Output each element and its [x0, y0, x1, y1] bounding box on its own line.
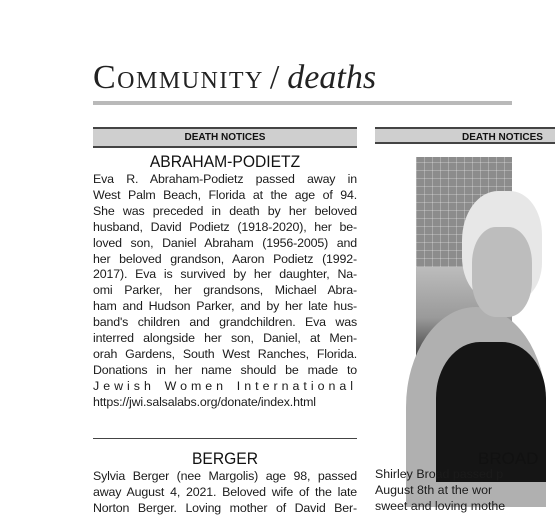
- section-title: [93, 58, 376, 98]
- portrait-photo: [416, 157, 512, 449]
- title-separator: /: [269, 59, 280, 96]
- notice-line: band's children and grandchildren. Eva was: [93, 315, 357, 330]
- notice-abraham-podietz: [93, 152, 357, 411]
- notice-line: Shirley Broad passed p: [375, 467, 504, 481]
- notice-line: her beloved grandson, Aaron Podietz (1992-: [93, 251, 357, 266]
- notice-line: 2017). Eva is survived by her daughter, Na-: [93, 267, 357, 282]
- notice-name: BERGER: [191, 449, 259, 468]
- notice-name-broad: BROAD: [478, 449, 539, 468]
- death-notices-bar-left: DEATH NOTICES: [93, 127, 357, 148]
- notice-line: husband, David Podietz (1918-2020), her be-: [93, 219, 357, 234]
- notice-line: West Palm Beach, Florida at the age of 94.: [93, 187, 357, 202]
- notice-url: https://jwi.salsalabs.org/donate/index.html: [93, 394, 316, 409]
- notice-line: orah Gardens, South West Ranches, Florida.: [93, 346, 357, 361]
- notice-body-broad: [375, 467, 512, 515]
- notice-line: Sylvia Berger (nee Margolis) age 98, passed: [93, 469, 357, 483]
- notice-line: Norton Berger. Loving mother of David Ber-: [93, 500, 357, 515]
- section-name: Community: [93, 59, 264, 96]
- notice-line: Eva R. Abraham-Podietz passed away in: [93, 172, 357, 186]
- subsection-name: deaths: [287, 59, 377, 96]
- notice-body: [93, 172, 357, 411]
- notice-line: She was preceded in death by her beloved: [93, 203, 357, 218]
- notice-line: loved son, Daniel Abraham (1956-2005) and: [93, 235, 357, 250]
- notice-line: interred alongside her son, Daniel, at Men-: [93, 331, 357, 346]
- notice-line: ham and Hudson Parker, and by her late hus-: [93, 299, 357, 314]
- notice-name: ABRAHAM-PODIETZ: [149, 152, 301, 171]
- notice-line: sweet and loving mothe: [375, 498, 506, 513]
- notice-line: Donations in her name should be made to: [93, 362, 357, 377]
- notice-line: away August 4, 2021. Beloved wife of the late: [93, 484, 357, 499]
- title-rule: [93, 101, 512, 105]
- notice-line: omi Parker, her grandsons, Michael Abra-: [93, 283, 357, 298]
- notice-line: August 8th at the wor: [375, 482, 493, 497]
- notice-body: [93, 469, 357, 517]
- photo-face: [472, 227, 532, 317]
- notice-berger: [93, 449, 357, 517]
- death-notices-bar-right: DEATH NOTICES: [375, 127, 555, 144]
- notice-line: Jewish Women International: [93, 378, 357, 393]
- notice-divider: [93, 438, 357, 439]
